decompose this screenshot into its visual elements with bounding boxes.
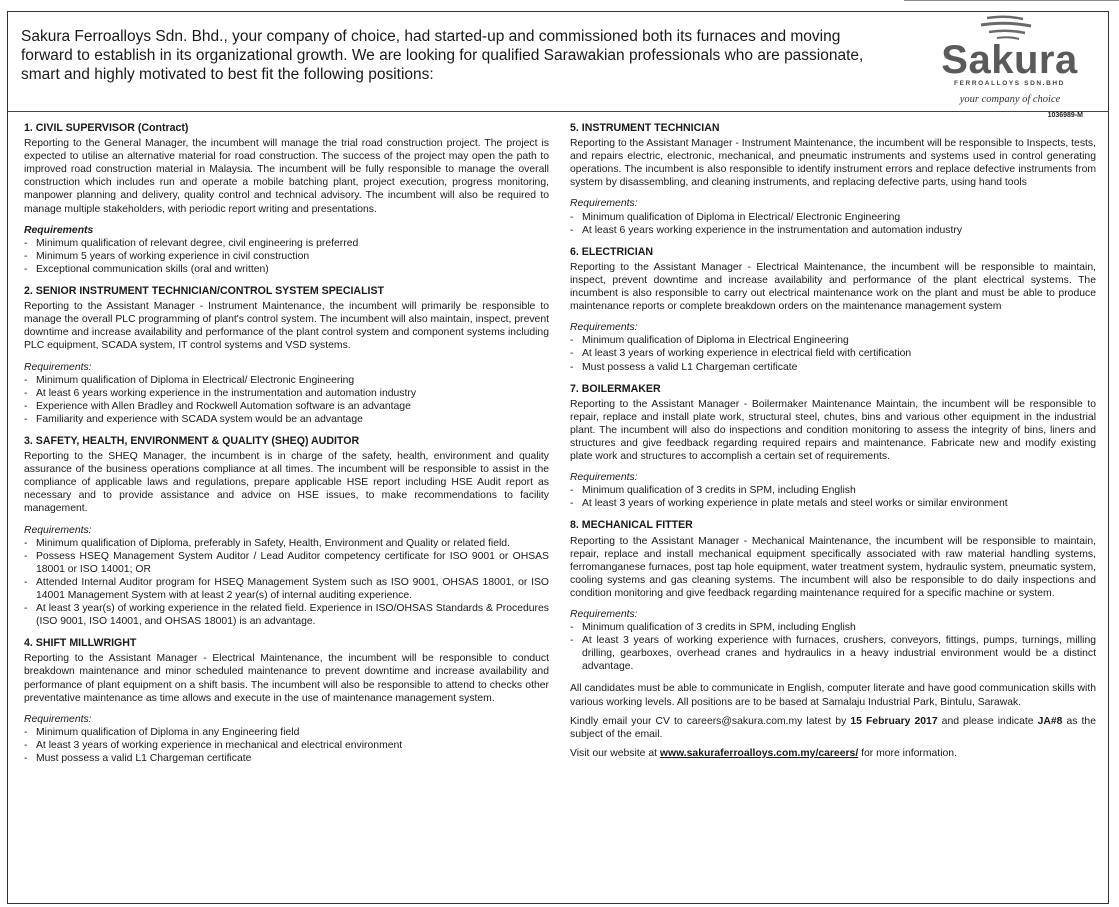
requirements-label: Requirements: [24, 524, 92, 536]
requirements-list [24, 237, 549, 276]
job-section [570, 383, 1096, 511]
website-text-end: for more information. [858, 747, 957, 759]
top-edge-line [904, 0, 1119, 1]
job-reference: JA#8 [1037, 715, 1063, 727]
job-section [570, 246, 1096, 374]
job-description: Reporting to the Assistant Manager - Instrument Maintenance, the incumbent will be responsible to Inspects, tests, and repairs electric, electronic, mechanical, and pneumatic instruments and systems used in control generating operations. The incumbent is also responsible to identify instrument errors and replace defective instruments from system by disassembling, and cleaning instruments, and replacing defective parts, using hand tools [570, 138, 1096, 189]
job-title: 2. SENIOR INSTRUMENT TECHNICIAN/CONTROL SYSTEM SPECIALIST [24, 285, 385, 298]
job-title: 3. SAFETY, HEALTH, ENVIRONMENT & QUALITY (SHEQ) AUDITOR [24, 434, 360, 447]
company-registration: 1036989-M [1047, 112, 1083, 119]
requirement-item: - Minimum qualification of Diploma in Electrical Engineering [570, 334, 1096, 347]
requirements-list [570, 334, 1096, 373]
email-text: Kindly email your CV to careers@sakura.com.my latest by [570, 715, 851, 727]
requirement-item: - Familiarity and experience with SCADA system would be an advantage [24, 413, 549, 426]
website-text: Visit our website at [570, 747, 660, 759]
application-instructions [570, 715, 1096, 741]
requirements-label: Requirements: [570, 609, 638, 620]
requirements-label: Requirements: [24, 361, 92, 373]
job-description: Reporting to the Assistant Manager - Instrument Maintenance, the incumbent will primarily be responsible to manage the overall PLC programming of plant's control system. The incumbent will also maintain, inspect, prevent downtime and increase availability and performance of the plant control system and component systems including PLC equipment, SCADA system, IT control systems and VSD systems. [24, 301, 549, 352]
job-section [24, 637, 549, 765]
requirements-list [24, 374, 549, 426]
requirement-item: - Minimum qualification of 3 credits in SPM, including English [570, 621, 1096, 634]
requirements-label: Requirements: [24, 713, 92, 725]
deadline-date: 15 February 2017 [850, 715, 938, 727]
requirement-item: - Minimum qualification of Diploma in Electrical/ Electronic Engineering [570, 211, 1096, 224]
job-description: Reporting to the Assistant Manager - Electrical Maintenance, the incumbent will be responsible to maintain, inspect, prevent downtime and increase availability and performance of the plant electrical systems. The incumbent is also responsible to carry out electrical maintenance work on the plant and must be able to produce maintenance reports or complete breakdown orders on the maintenance management system [570, 261, 1096, 313]
requirement-item: - Minimum qualification of Diploma in Electrical/ Electronic Engineering [24, 374, 549, 387]
intro-paragraph: Sakura Ferroalloys Sdn. Bhd., your company of choice, had started-up and commissioned both its furnaces and moving forward to establish in its organizational growth. We are looking for qualified Sarawakian professionals who are passionate, smart and highly motivated to best fit the following positions: [21, 28, 864, 83]
requirement-item: - At least 3 years of working experience in plate metals and steel works or similar environment [570, 497, 1096, 510]
website-note [570, 747, 1096, 760]
left-column [24, 122, 549, 774]
requirements-label: Requirements: [570, 322, 638, 334]
job-description: Reporting to the Assistant Manager - Boilermaker Maintenance Maintain, the incumbent will be responsible to repair, replace and install plate work, structural steel, chutes, bins and various other equipment in the industrial plant. The incumbent will also do inspections and condition monitoring to assess the integrity of bins, liners and structures and give feedback regarding required repairs and maintenance. Fabricate new and modify existing plate work and structures to accomplish a certain set of requirements. [570, 398, 1096, 463]
requirements-list [570, 211, 1096, 237]
requirements-list [24, 726, 549, 765]
requirements-list [570, 484, 1096, 510]
job-section [24, 285, 549, 426]
right-column [570, 122, 1096, 766]
requirement-item: - Possess HSEQ Management System Auditor / Lead Auditor competency certificate for ISO 9001 or OHSAS 18001 or ISO 14001; OR [24, 550, 549, 576]
requirements-label: Requirements: [570, 198, 638, 210]
requirement-item: - At least 3 years of working experience in electrical field with certification [570, 347, 1096, 360]
job-title: 6. ELECTRICIAN [570, 245, 653, 258]
requirements-label: Requirements [24, 224, 94, 236]
job-section [24, 122, 549, 276]
logo-tagline: your company of choice [959, 94, 1061, 105]
job-description: Reporting to the General Manager, the incumbent will manage the trial road construction project. The project is expected to utilise an alternative material for road construction. The success of the project may open the path to improved road construction material in Malaysia. The incumbent will be fully responsible to manage the overall construction which includes run and operate a mobile batching plant, project execution, progress monitoring, manpower planning and delivery, quality control and technical advisory. The incumbent will also be required to manage multiple stakeholders, with periodic report writing and presentations. [24, 138, 549, 215]
job-description: Reporting to the Assistant Manager - Mechanical Maintenance, the incumbent will be responsible to maintain, repair, replace and install mechanical equipment specifically associated with raw material handling systems, ferromanganese furnaces, post tap hole equipment, water treatment system, hydraulic system, pneumatic system, cooling systems and gas cleaning systems. The incumbent will also be responsible to do daily inspections and condition monitoring and give feedback regarding maintenance required for a specific machine or system. [570, 535, 1096, 599]
requirement-item: - Experience with Allen Bradley and Rockwell Automation software is an advantage [24, 400, 549, 413]
job-description: Reporting to the SHEQ Manager, the incumbent is in charge of the safety, health, environment and quality assurance of the business operations compliance at all times. The incumbent will be responsible to assist in the compliance of applicable laws and regulations, prepare applicable HSE report including HSE Audit report as necessary and to provide assistance and advice on HSE issues, to make recommendations to facility management. [24, 451, 549, 515]
requirement-item: - At least 3 year(s) of working experience in the related field. Experience in ISO/OHSAS Standards & Procedures (ISO 9001, ISO 14001, and OHSAS 18001) is an advantage. [24, 602, 549, 628]
job-title: 8. MECHANICAL FITTER [570, 519, 693, 532]
job-title: 5. INSTRUMENT TECHNICIAN [570, 122, 720, 134]
requirement-item: - Attended Internal Auditor program for HSEQ Management System such as ISO 9001, OHSAS 18001, or ISO 14001 Management System with at least 2 year(s) of internal auditing experience. [24, 576, 549, 602]
job-title: 7. BOILERMAKER [570, 382, 661, 395]
logo-subtitle: FERROALLOYS SDN.BHD [954, 80, 1065, 87]
careers-link[interactable]: www.sakuraferroalloys.com.my/careers/ [659, 747, 859, 759]
company-logo [915, 14, 1095, 118]
requirement-item: - Minimum qualification of Diploma in any Engineering field [24, 726, 549, 739]
requirement-item: - At least 3 years of working experience in mechanical and electrical environment [24, 739, 549, 752]
job-section [24, 435, 549, 628]
email-text-mid: and please indicate [937, 715, 1038, 727]
requirement-item: - Exceptional communication skills (oral and written) [24, 263, 549, 276]
requirement-item: - Minimum qualification of relevant degree, civil engineering is preferred [24, 237, 549, 250]
job-description: Reporting to the Assistant Manager - Electrical Maintenance, the incumbent will be responsible to conduct breakdown maintenance and minor scheduled maintenance to prevent downtime and increase availability and performance of plant equipment on a shift basis. The incumbent will also be responsible to attend to checks other preventative maintenance as time allows and execute in the use of maintenance management system. [24, 653, 549, 704]
job-title: 4. SHIFT MILLWRIGHT [24, 637, 137, 650]
job-title: 1. CIVIL SUPERVISOR (Contract) [24, 122, 189, 134]
requirements-list [24, 537, 549, 629]
requirements-label: Requirements: [570, 472, 638, 484]
candidate-note: All candidates must be able to communicate in English, computer literate and have good communication skills with various working levels. All positions are to be based at Samalaju Industrial Park, Bintulu, Sarawak. [570, 683, 1096, 708]
email-text-end: as the subject of the email. [570, 715, 1096, 740]
requirement-item: - Must possess a valid L1 Chargeman certificate [24, 752, 549, 765]
requirements-list [570, 621, 1096, 673]
requirement-item: - At least 6 years working experience in the instrumentation and automation industry [24, 387, 549, 400]
requirement-item: - Must possess a valid L1 Chargeman certificate [570, 361, 1096, 374]
requirement-item: - At least 6 years working experience in the instrumentation and automation industry [570, 224, 1096, 237]
job-section [570, 122, 1096, 237]
closing-notes [570, 682, 1096, 759]
requirement-item: - Minimum 5 years of working experience in civil construction [24, 250, 549, 263]
job-section [570, 519, 1096, 673]
requirement-item: - Minimum qualification of 3 credits in SPM, including English [570, 484, 1096, 497]
header-divider [8, 111, 1108, 112]
requirement-item: - Minimum qualification of Diploma, preferably in Safety, Health, Environment and Quality or related field. [24, 537, 549, 550]
logo-brand: Sakura [941, 38, 1078, 82]
requirement-item: - At least 3 years of working experience with furnaces, crushers, conveyors, fittings, pumps, turnings, milling drilling, gearboxes, overhead cranes and hydraulics in a heavy industrial environment would be a distinct advantage. [570, 634, 1096, 673]
